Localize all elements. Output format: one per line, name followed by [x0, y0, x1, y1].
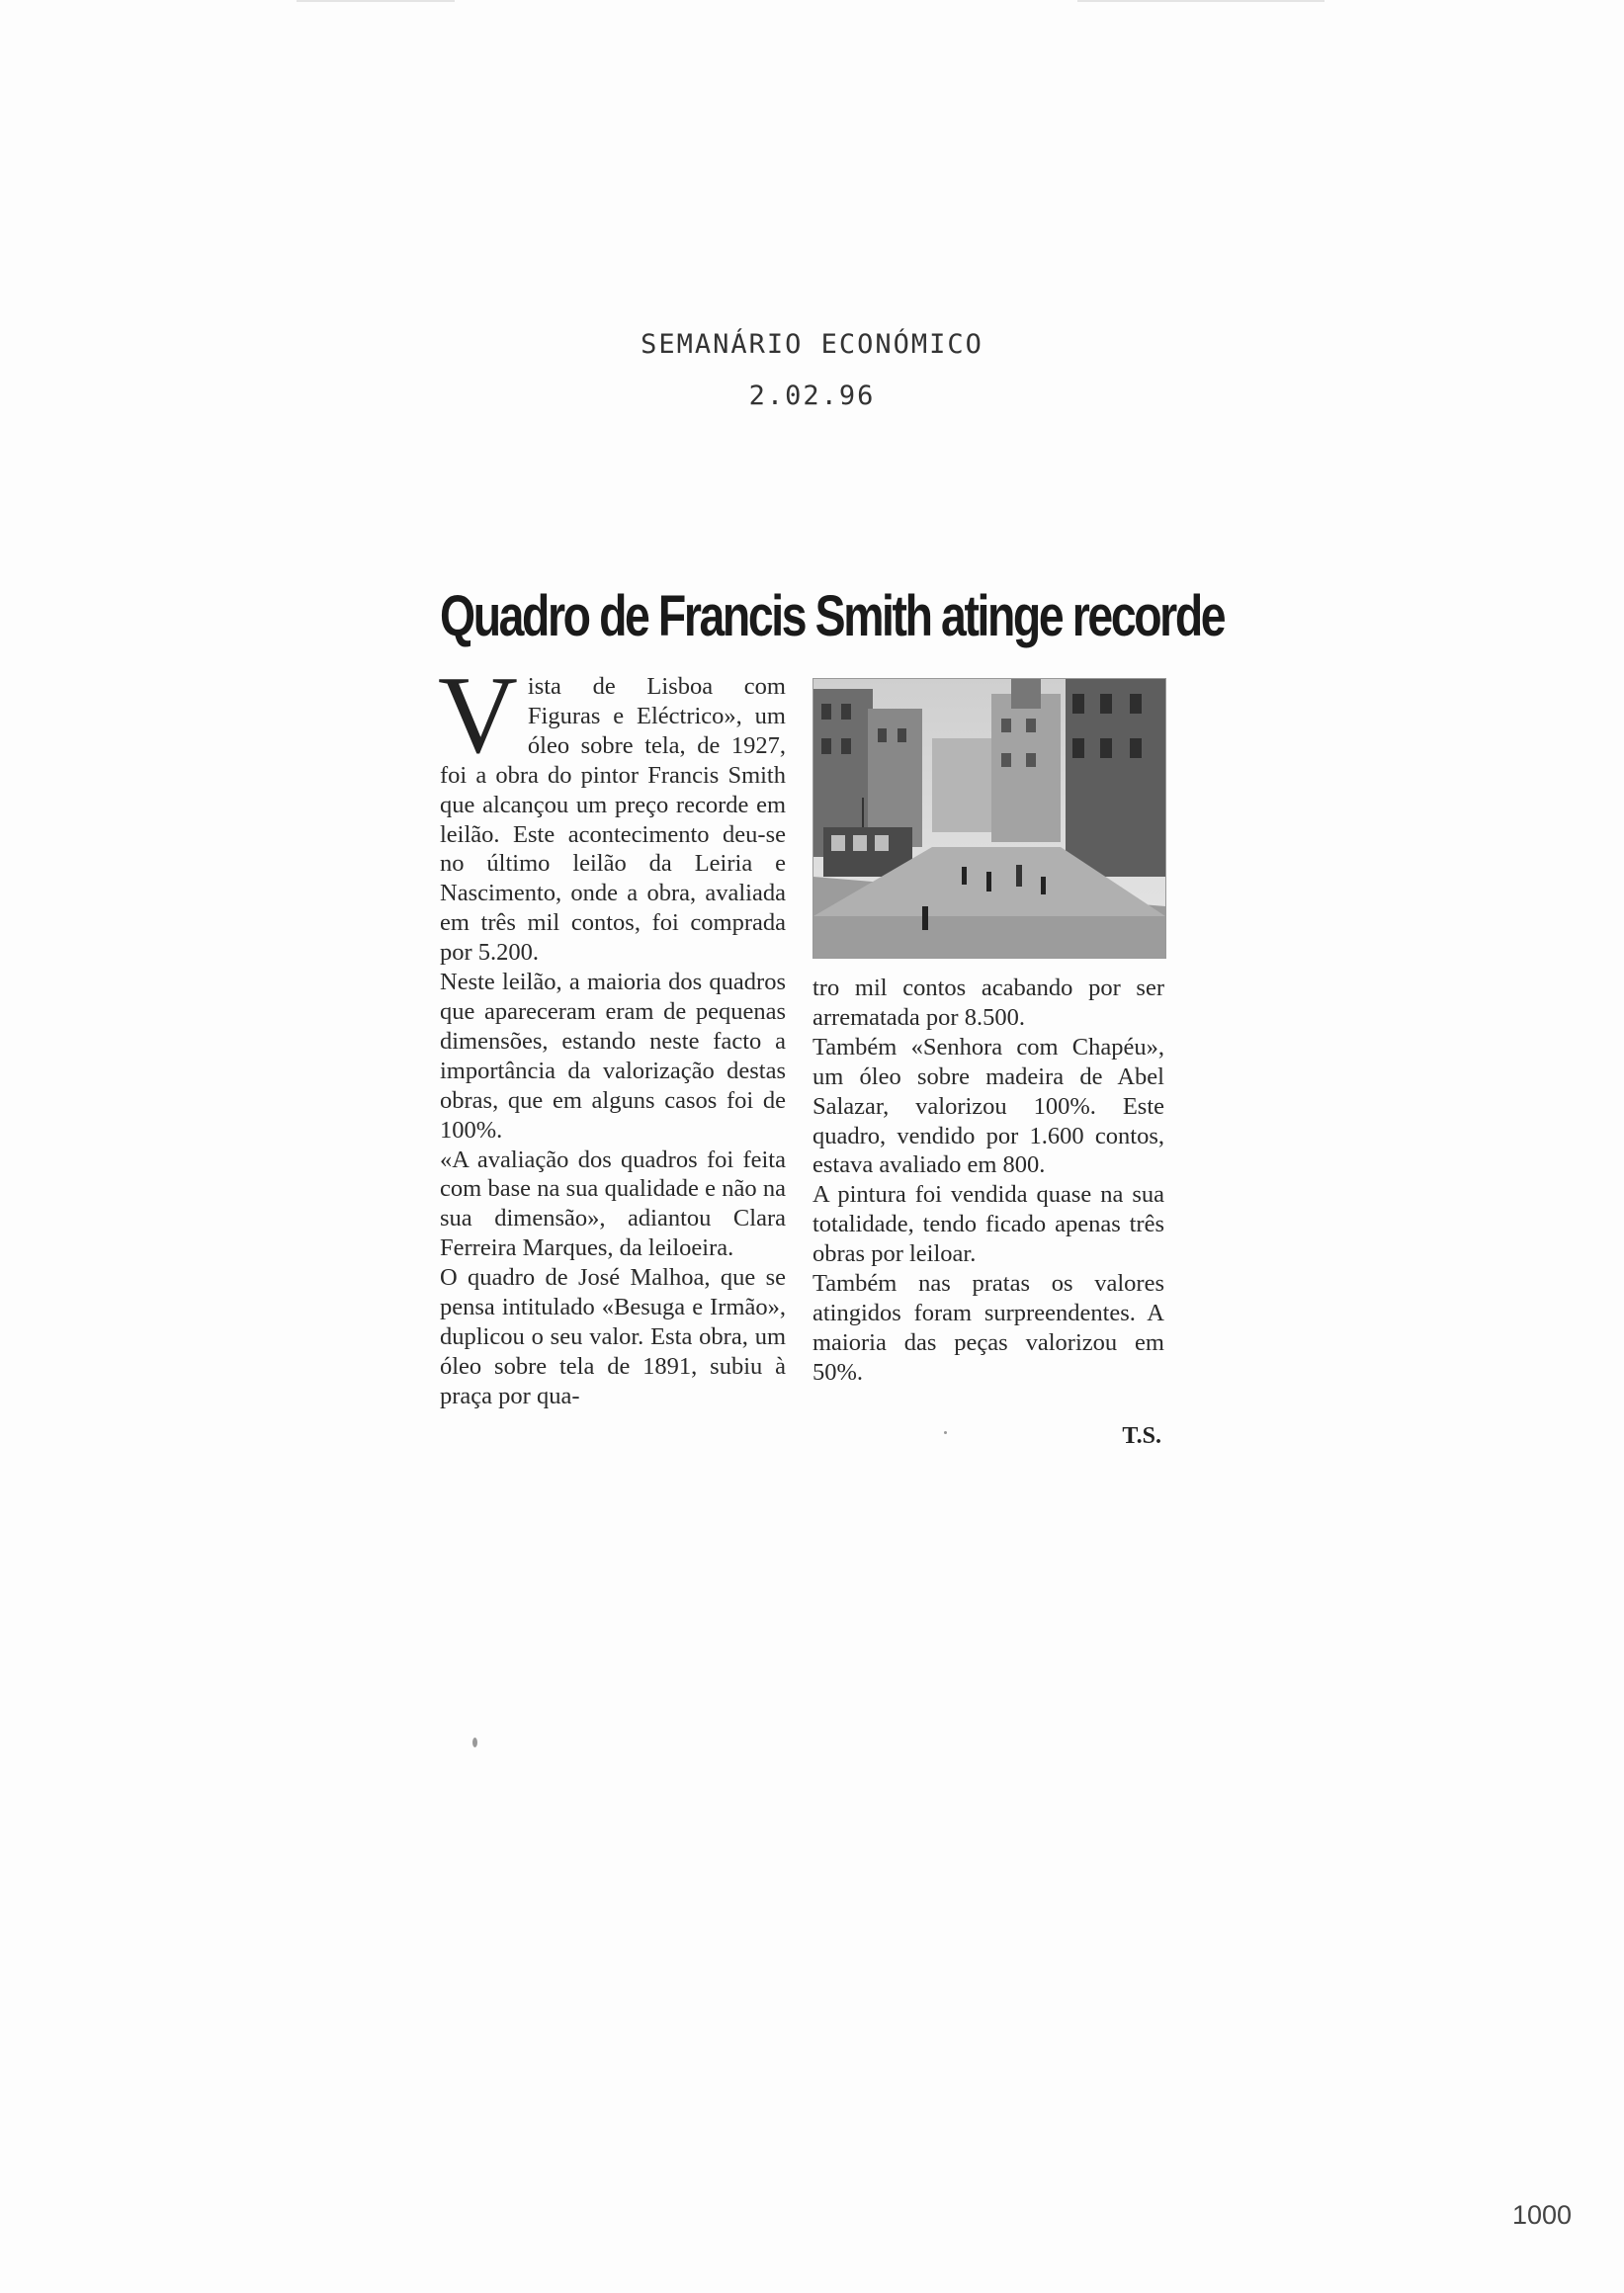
date-stamp: 2.02.96 [748, 381, 876, 411]
article-column-1 [438, 654, 786, 1411]
page-number: 1000 [1512, 2200, 1573, 2230]
paragraph: «A avaliação dos quadros foi feita com base na sua qualidade e não na sua dimensão», adiantou Clara Ferreira Marques, da leiloeira. [440, 1146, 786, 1262]
paragraph: Vista de Lisboa com Figuras e Eléctrico», um óleo sobre tela, de 1927, foi a obra do pintor Francis Smith que alcançou um preço recorde em leilão. Este acontecimento deu-se no último leilão da Leiria e Nascimento, onde a obra, avaliada em três mil contos, foi comprada por 5.200. [438, 654, 786, 967]
article-headline: Quadro de Francis Smith atinge recorde [440, 584, 1225, 648]
paragraph: Neste leilão, a maioria dos quadros que apareceram eram de pequenas dimensões, estando neste facto a importância da valorização destas obras, que em alguns casos foi de 100%. [440, 969, 786, 1144]
paragraph: Também «Senhora com Chapéu», um óleo sobre madeira de Abel Salazar, valorizou 100%. Este quadro, vendido por 1.600 contos, estava avaliado em 800. [812, 1033, 1164, 1179]
scan-edge-line [1077, 0, 1325, 2]
author-signature: T.S. [1122, 1423, 1161, 1449]
paragraph: O quadro de José Malhoa, que se pensa intitulado «Besuga e Irmão», duplicou o seu valor. Esta obra, um óleo sobre tela de 1891, subiu à praça por qua- [440, 1264, 786, 1409]
paragraph: Também nas pratas os valores atingidos foram surpreendentes. A maioria das peças valorizou em 50%. [812, 1270, 1164, 1386]
article-column-2 [812, 974, 1164, 1388]
scan-edge-line [297, 0, 455, 2]
paragraph: A pintura foi vendida quase na sua totalidade, tendo ficado apenas três obras por leiloar. [812, 1181, 1164, 1268]
scan-speck [944, 1431, 947, 1434]
painting-photo [812, 678, 1166, 959]
scan-speck [472, 1738, 477, 1747]
publication-stamp: SEMANÁRIO ECONÓMICO [641, 329, 983, 360]
drop-cap: V [438, 654, 518, 777]
street-scene-image [813, 679, 1165, 958]
paragraph: tro mil contos acabando por ser arrematada por 8.500. [812, 975, 1164, 1031]
